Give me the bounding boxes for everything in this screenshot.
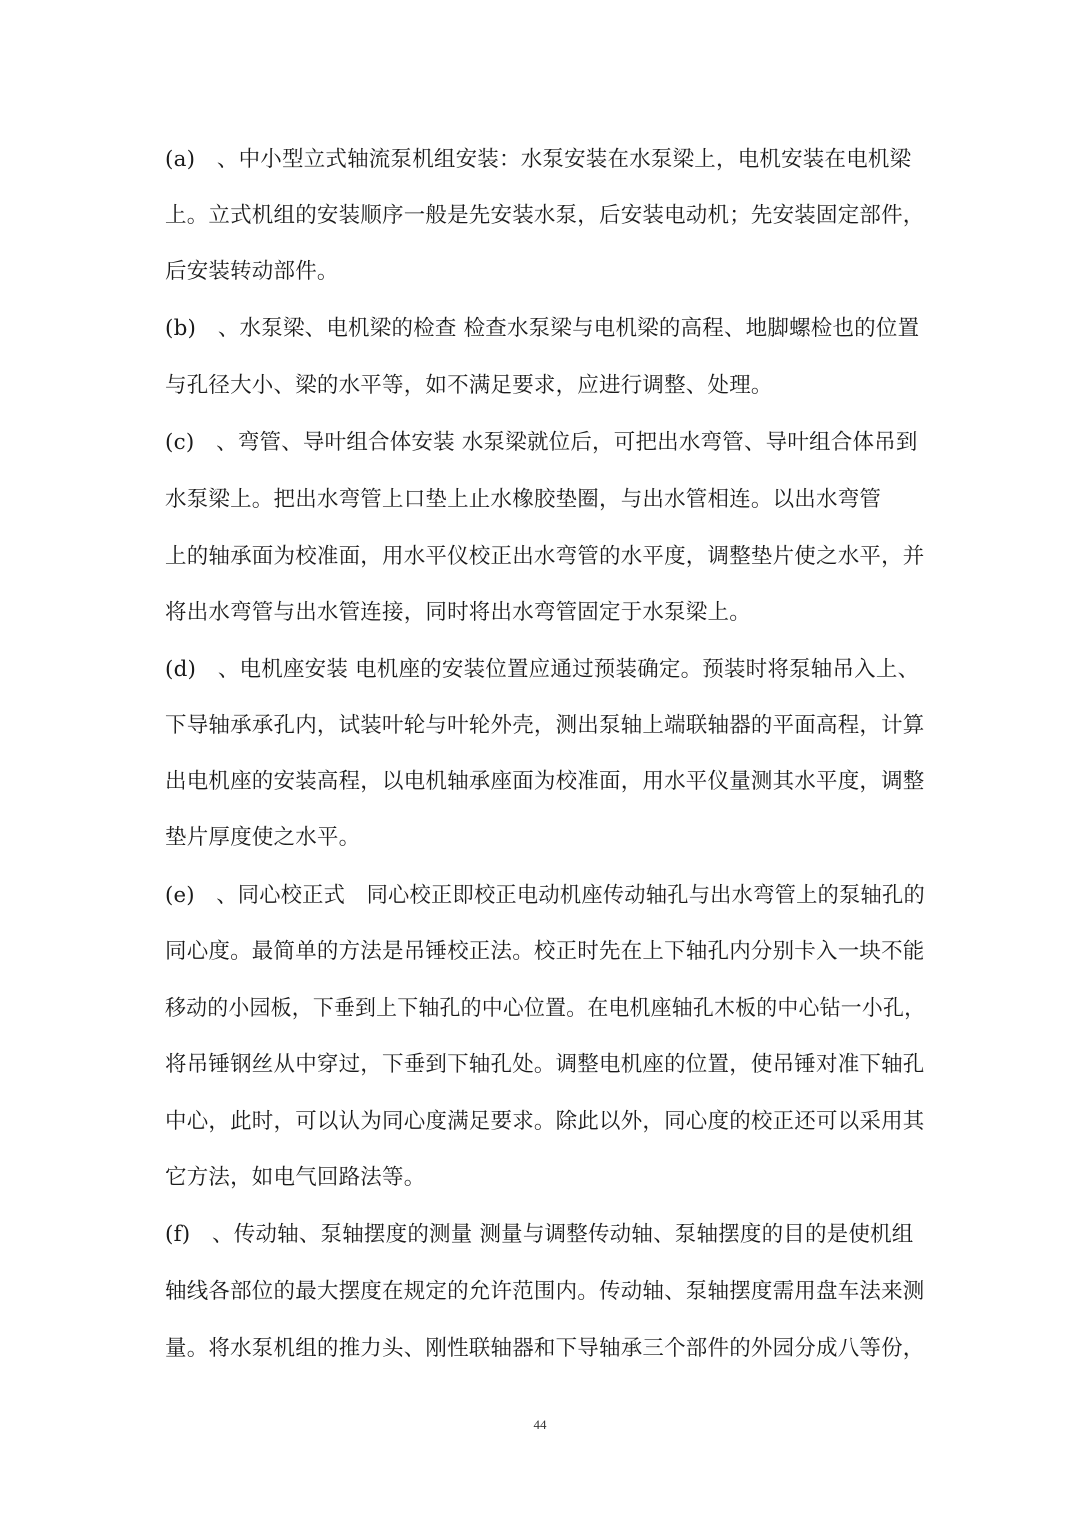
text-line: 后安装转动部件。: [165, 259, 339, 284]
text-line: 垫片厚度使之水平。: [165, 825, 361, 850]
text-line: (d) 、电机座安装 电机座的安装位置应通过预装确定。预装时将泵轴吊入上、: [165, 657, 920, 682]
text-line: (c) 、弯管、导叶组合体安装 水泵梁就位后，可把出水弯管、导叶组合体吊到: [165, 430, 918, 455]
text-line: 下导轴承承孔内，试装叶轮与叶轮外壳，测出泵轴上端联轴器的平面高程，计算: [165, 713, 925, 738]
text-line: (e) 、同心校正式 同心校正即校正电动机座传动轴孔与出水弯管上的泵轴孔的: [165, 883, 925, 908]
text-line: (f) 、传动轴、泵轴摆度的测量 测量与调整传动轴、泵轴摆度的目的是使机组: [165, 1222, 914, 1247]
text-line: 上的轴承面为校准面，用水平仪校正出水弯管的水平度，调整垫片使之水平，并: [165, 544, 925, 569]
text-line: 出电机座的安装高程，以电机轴承座面为校准面，用水平仪量测其水平度，调整: [165, 769, 925, 794]
text-line: 上。立式机组的安装顺序一般是先安装水泵，后安装电动机；先安装固定部件，: [165, 203, 925, 228]
text-line: 将出水弯管与出水管连接，同时将出水弯管固定于水泵梁上。: [165, 600, 751, 625]
page-number: 44: [533, 1417, 547, 1432]
text-line: 与孔径大小、梁的水平等，如不满足要求，应进行调整、处理。: [165, 373, 773, 398]
text-line: 轴线各部位的最大摆度在规定的允许范围内。传动轴、泵轴摆度需用盘车法来测: [165, 1279, 925, 1304]
text-line: 同心度。最简单的方法是吊锤校正法。校正时先在上下轴孔内分别卡入一块不能: [165, 939, 925, 964]
text-line: (a) 、中小型立式轴流泵机组安装：水泵安装在水泵梁上，电机安装在电机梁: [165, 147, 912, 172]
text-line: 量。将水泵机组的推力头、刚性联轴器和下导轴承三个部件的外园分成八等份，: [165, 1336, 925, 1361]
text-line: (b) 、水泵梁、电机梁的检查 检查水泵梁与电机梁的高程、地脚螺检也的位置: [165, 316, 920, 341]
text-line: 它方法，如电气回路法等。: [165, 1165, 426, 1190]
text-line: 将吊锤钢丝从中穿过，下垂到下轴孔处。调整电机座的位置，使吊锤对准下轴孔: [165, 1052, 925, 1077]
text-line: 水泵梁上。把出水弯管上口垫上止水橡胶垫圈，与出水管相连。以出水弯管: [165, 487, 882, 512]
text-line: 移动的小园板，下垂到上下轴孔的中心位置。在电机座轴孔木板的中心钻一小孔，: [165, 996, 926, 1021]
text-line: 中心，此时，可以认为同心度满足要求。除此以外，同心度的校正还可以采用其: [165, 1109, 925, 1134]
